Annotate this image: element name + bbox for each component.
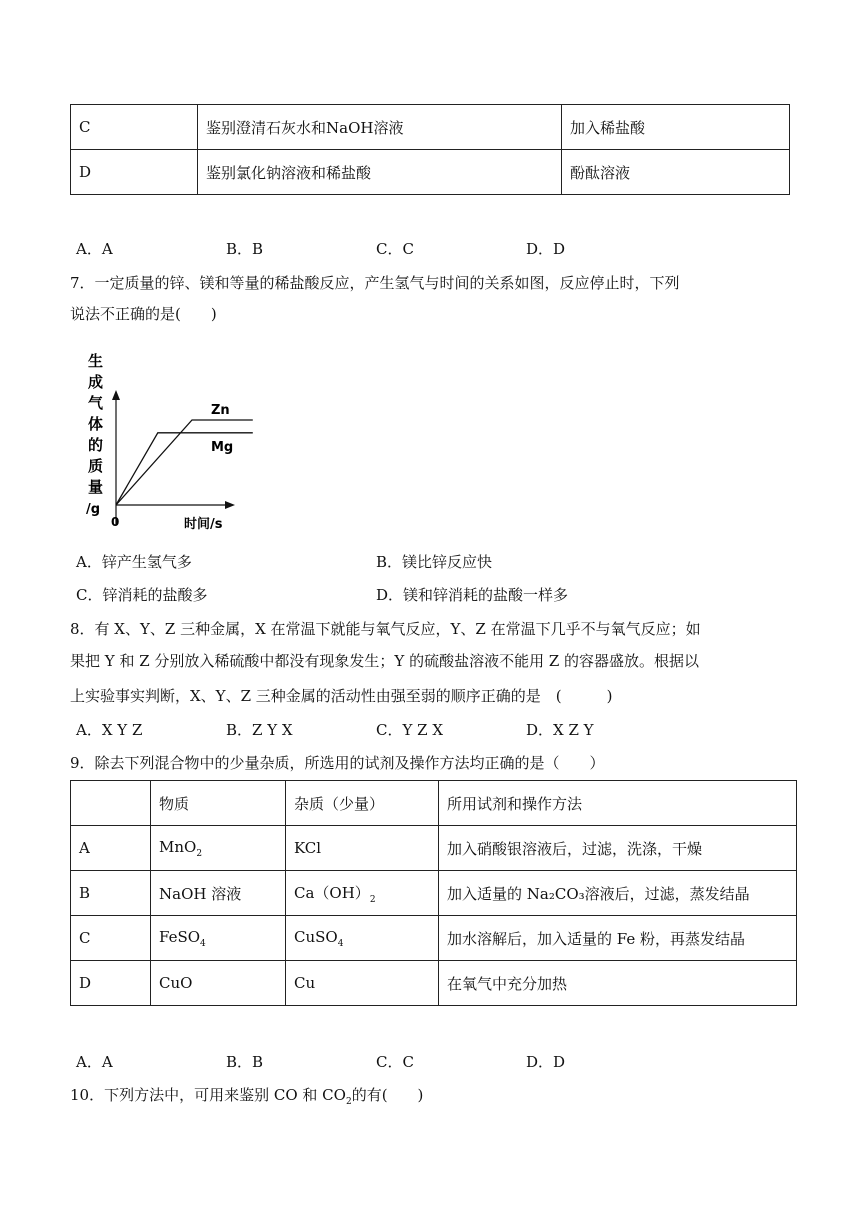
impurity-cell — [286, 826, 439, 871]
q7-stem-line2: 说法不正确的是( ) — [70, 305, 217, 323]
option-cell: C — [71, 105, 198, 150]
table-row — [71, 826, 797, 871]
q7-stem-line1: 7．一定质量的锌、镁和等量的稀盐酸反应，产生氢气与时间的关系如图，反应停止时，下列 — [70, 274, 680, 292]
q8-stem-line2: 果把 Y 和 Z 分别放入稀硫酸中都没有现象发生；Y 的硫酸盐溶液不能用 Z 的容器盛放。根据以 — [70, 652, 700, 670]
choice-a[interactable]: A．A — [76, 1053, 113, 1071]
q8-stem-line1: 8．有 X、Y、Z 三种金属，X 在常温下就能与氧气反应，Y、Z 在常温下几乎不与氧气反应；如 — [70, 620, 701, 638]
subscript: 2 — [345, 1097, 352, 1107]
x-axis-label: 时间/s — [184, 517, 223, 532]
method-text: 加入适量的 — [447, 884, 527, 903]
y-axis-label-char: 成 — [88, 373, 104, 391]
series-label-mg: Mg — [211, 439, 234, 455]
y-axis-label-char: 量 — [88, 478, 104, 496]
header-cell: 杂质（少量） — [286, 781, 439, 826]
subscript: 2 — [369, 894, 376, 905]
choice-b[interactable]: B．B — [226, 240, 264, 258]
impurity-cell — [286, 871, 439, 916]
q10-stem — [70, 1084, 423, 1107]
header-cell: 所用试剂和操作方法 — [439, 781, 797, 826]
table-row — [71, 150, 790, 195]
substance-cell: NaOH 溶液 — [151, 871, 286, 916]
method-text: 溶液后，过滤，蒸发结晶 — [584, 884, 750, 903]
choice-a[interactable]: A．X Y Z — [76, 721, 143, 739]
option-cell: B — [71, 871, 151, 916]
y-axis-arrow — [112, 390, 120, 400]
goal-cell: 鉴别澄清石灰水和NaOH溶液 — [198, 105, 562, 150]
y-axis-label-char: 生 — [88, 352, 104, 370]
substance-cell — [151, 916, 286, 961]
q9-stem: 9．除去下列混合物中的少量杂质，所选用的试剂及操作方法均正确的是（ ） — [70, 754, 605, 772]
method-cell: 加入硝酸银溶液后，过滤，洗涤，干燥 — [439, 826, 797, 871]
method-cell: 加水溶解后，加入适量的 Fe 粉，再蒸发结晶 — [439, 916, 797, 961]
choice-d[interactable]: D．D — [526, 240, 566, 258]
choice-a[interactable]: A．A — [76, 240, 113, 258]
substance-formula: MnO — [159, 837, 197, 856]
choice-d[interactable]: D．镁和锌消耗的盐酸一样多 — [376, 586, 569, 604]
option-cell: C — [71, 916, 151, 961]
goal-cell: 鉴别氯化钠溶液和稀盐酸 — [198, 150, 562, 195]
impurity-cell — [286, 916, 439, 961]
substance-cell — [151, 826, 286, 871]
y-axis-label-char: 的 — [88, 436, 104, 454]
method-cell: 在氧气中充分加热 — [439, 961, 797, 1006]
impurity-formula: KCl — [294, 839, 322, 857]
series-label-zn: Zn — [211, 403, 230, 418]
table-row — [71, 105, 790, 150]
table-row — [71, 871, 797, 916]
choice-d[interactable]: D．X Z Y — [526, 721, 594, 739]
choice-b[interactable]: B．Z Y X — [226, 721, 293, 739]
q8-stem-line3: 上实验事实判断，X、Y、Z 三种金属的活动性由强至弱的顺序正确的是 ( ) — [70, 687, 613, 705]
substance-cell: CuO — [151, 961, 286, 1006]
option-cell: D — [71, 961, 151, 1006]
q10-text: 10．下列方法中，可用来鉴别 CO 和 CO — [70, 1086, 346, 1104]
substance-formula: FeSO — [159, 927, 201, 946]
option-cell: D — [71, 150, 198, 195]
subscript: 4 — [337, 938, 344, 949]
choice-d[interactable]: D．D — [526, 1053, 566, 1071]
table-row — [71, 961, 797, 1006]
choice-c[interactable]: C．C — [376, 240, 414, 258]
option-cell: A — [71, 826, 151, 871]
choice-c[interactable]: C．Y Z X — [376, 721, 444, 739]
choice-b[interactable]: B．B — [226, 1053, 264, 1071]
subscript: 4 — [200, 938, 206, 949]
y-axis-label-char: 质 — [88, 457, 104, 475]
y-axis-label — [86, 352, 104, 517]
method-cell: 酚酞溶液 — [562, 150, 790, 195]
q10-text: 的有( ) — [351, 1086, 424, 1104]
impurity-formula: CuSO — [294, 927, 338, 946]
origin-label: 0 — [111, 515, 120, 529]
choice-c[interactable]: C．C — [376, 1053, 414, 1071]
choice-c[interactable]: C．锌消耗的盐酸多 — [76, 586, 208, 604]
table-row — [71, 916, 797, 961]
method-formula: Na₂CO₃ — [526, 884, 585, 903]
method-cell — [439, 871, 797, 916]
x-axis-arrow — [225, 501, 235, 509]
q7-chart — [80, 350, 260, 540]
y-axis-label-char: 体 — [88, 415, 104, 433]
table-header-row — [71, 781, 797, 826]
method-cell: 加入稀盐酸 — [562, 105, 790, 150]
y-axis-label-char: /g — [86, 502, 101, 517]
choice-b[interactable]: B．镁比锌反应快 — [376, 553, 493, 571]
header-cell: 物质 — [151, 781, 286, 826]
choice-a[interactable]: A．锌产生氢气多 — [76, 553, 192, 571]
y-axis-label-char: 气 — [88, 394, 104, 412]
header-cell — [71, 781, 151, 826]
impurity-formula: Ca（OH） — [294, 883, 370, 902]
q9-table — [70, 780, 797, 1006]
impurity-cell: Cu — [286, 961, 439, 1006]
q6-table — [70, 104, 790, 195]
subscript: 2 — [196, 848, 203, 859]
